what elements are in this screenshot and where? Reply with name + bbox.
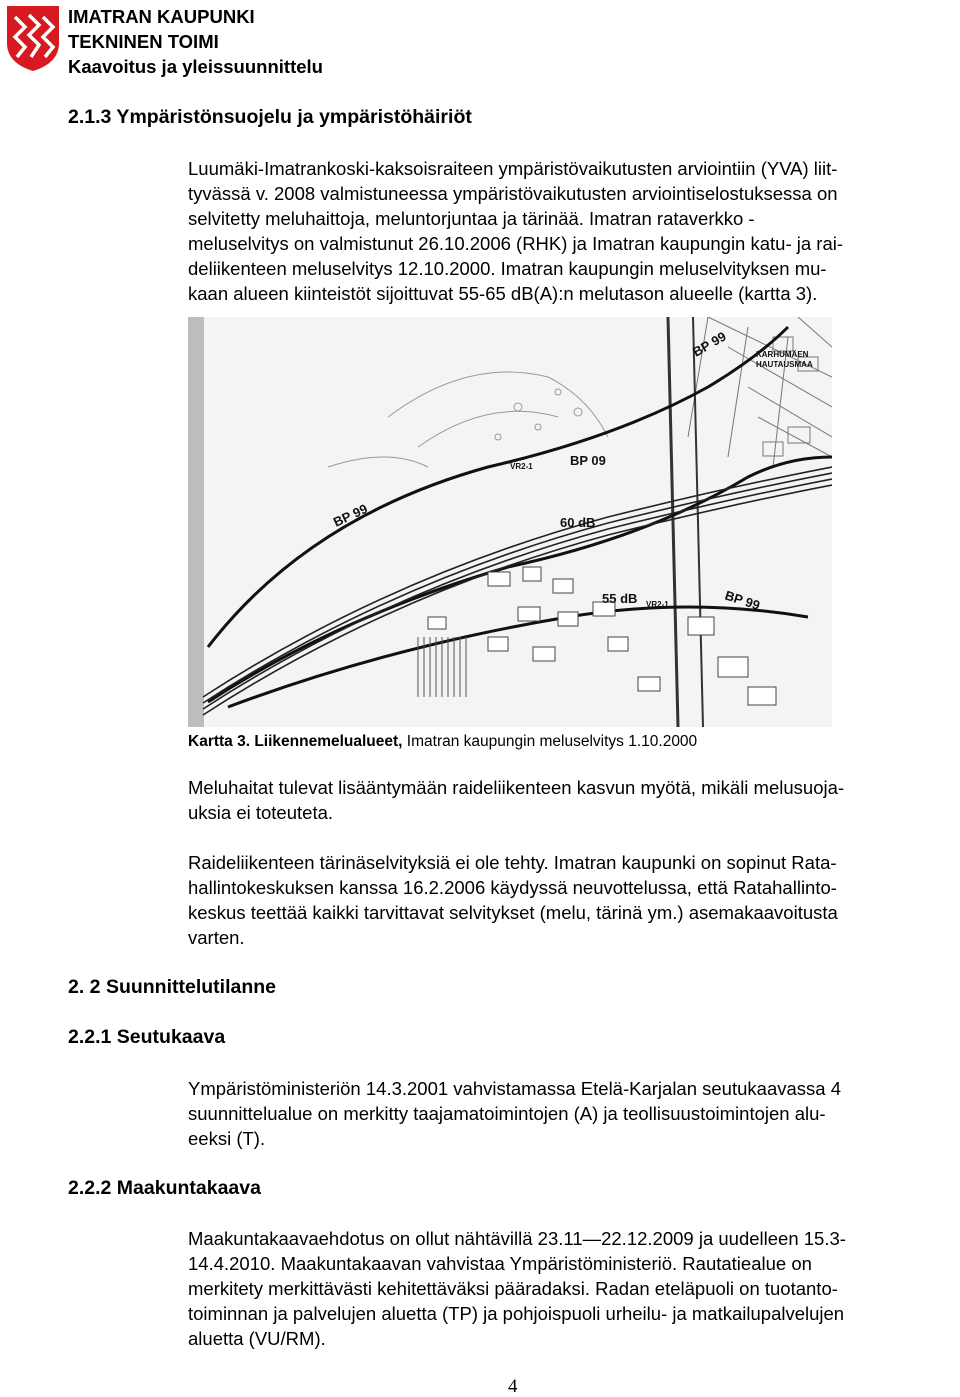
text-line: 14.4.2010. Maakuntakaavan vahvistaa Ympäristöministeriö. Rautatiealue on [188, 1253, 812, 1274]
noise-zone-map [188, 317, 832, 727]
city-coat-of-arms-logo [3, 3, 63, 73]
map-label-bp99-left: BP 99 [330, 500, 370, 530]
text-line: tyvässä v. 2008 valmistuneessa ympäristövaikutusten arviointiselostuksessa on [188, 183, 838, 204]
text-line: meluselvitys on valmistunut 26.10.2006 (RHK) ja Imatran kaupungin katu- ja rai- [188, 233, 844, 254]
map-label-vr2-left: VR2-1 [510, 462, 533, 471]
section-heading-2-2: 2. 2 Suunnittelutilanne [68, 976, 277, 998]
text-line: Raideliikenteen tärinäselvityksiä ei ole tehty. Imatran kaupunki on sopinut Rata- [188, 852, 837, 873]
map-caption [188, 732, 697, 752]
text-line: Meluhaitat tulevat lisääntymään raideliikenteen kasvun myötä, mikäli melusuoja- [188, 777, 845, 798]
map-label-karhumaen: KARHUMÄEN [756, 350, 809, 359]
text-line: varten. [188, 927, 245, 948]
text-line: aluetta (VU/RM). [188, 1328, 326, 1349]
caption-source: Imatran kaupungin meluselvitys 1.10.2000 [402, 733, 698, 750]
caption-title: Kartta 3. Liikennemelualueet, [188, 733, 403, 750]
paragraph-regional-plan [188, 1076, 958, 1151]
paragraph-noise-impacts [188, 775, 958, 825]
text-line: kaan alueen kiinteistöt sijoittuvat 55-65 dB(A):n melutason alueelle (kartta 3). [188, 283, 818, 304]
text-line: eeksi (T). [188, 1128, 266, 1149]
text-line: Luumäki-Imatrankoski-kaksoisraiteen ympäristövaikutusten arviointiin (YVA) liit- [188, 158, 838, 179]
map-label-55db: 55 dB [602, 591, 638, 606]
paragraph-provincial-plan [188, 1226, 958, 1351]
map-label-bp99-top: BP 99 [690, 328, 729, 360]
text-line: Maakuntakaavaehdotus on ollut nähtävillä 23.11—22.12.2009 ja uudelleen 15.3- [188, 1228, 846, 1249]
paragraph-vibration [188, 850, 958, 950]
section-heading-2-1-3: 2.1.3 Ympäristönsuojelu ja ympäristöhäiriöt [68, 106, 472, 128]
section-heading-2-2-1: 2.2.1 Seutukaava [68, 1026, 226, 1048]
text-line: selvitetty meluhaittoja, meluntorjuntaa ja tärinää. Imatran rataverkko - [188, 208, 755, 229]
text-line: deliikenteen meluselvitys 12.10.2000. Imatran kaupungin meluselvityksen mu- [188, 258, 827, 279]
text-line: merkitety merkittävästi kehitettäväksi pääradaksi. Radan eteläpuoli on tuotanto- [188, 1278, 838, 1299]
text-line: toiminnan ja palvelujen aluetta (TP) ja pohjoispuoli urheilu- ja matkailupalvelujen [188, 1303, 845, 1324]
page-number: 4 [508, 1376, 518, 1397]
header-department: TEKNINEN TOIMI [68, 31, 219, 52]
text-line: suunnittelualue on merkitty taajamatoimintojen (A) ja teollisuustoimintojen alu- [188, 1103, 826, 1124]
map-label-vr2-right: VR2-1 [646, 600, 669, 609]
section-heading-2-2-2: 2.2.2 Maakuntakaava [68, 1177, 261, 1199]
map-label-60db: 60 dB [560, 515, 596, 530]
text-line: keskus teettää kaikki tarvittavat selvitykset (melu, tärinä ym.) asemakaavoitusta [188, 902, 838, 923]
text-line: Ympäristöministeriön 14.3.2001 vahvistamassa Etelä-Karjalan seutukaavassa 4 [188, 1078, 841, 1099]
map-label-bp09: BP 09 [570, 453, 606, 468]
map-label-hautausmaa: HAUTAUSMAA [756, 360, 813, 369]
paragraph-noise-assessment [188, 156, 958, 306]
text-line: uksia ei toteuteta. [188, 802, 334, 823]
map-label-bp99-right: BP 99 [723, 587, 762, 613]
text-line: hallintokeskuksen kanssa 16.2.2006 käydyssä neuvottelussa, että Ratahallinto- [188, 877, 837, 898]
header-unit: Kaavoitus ja yleissuunnittelu [68, 56, 323, 77]
header-organization: IMATRAN KAUPUNKI [68, 6, 255, 27]
